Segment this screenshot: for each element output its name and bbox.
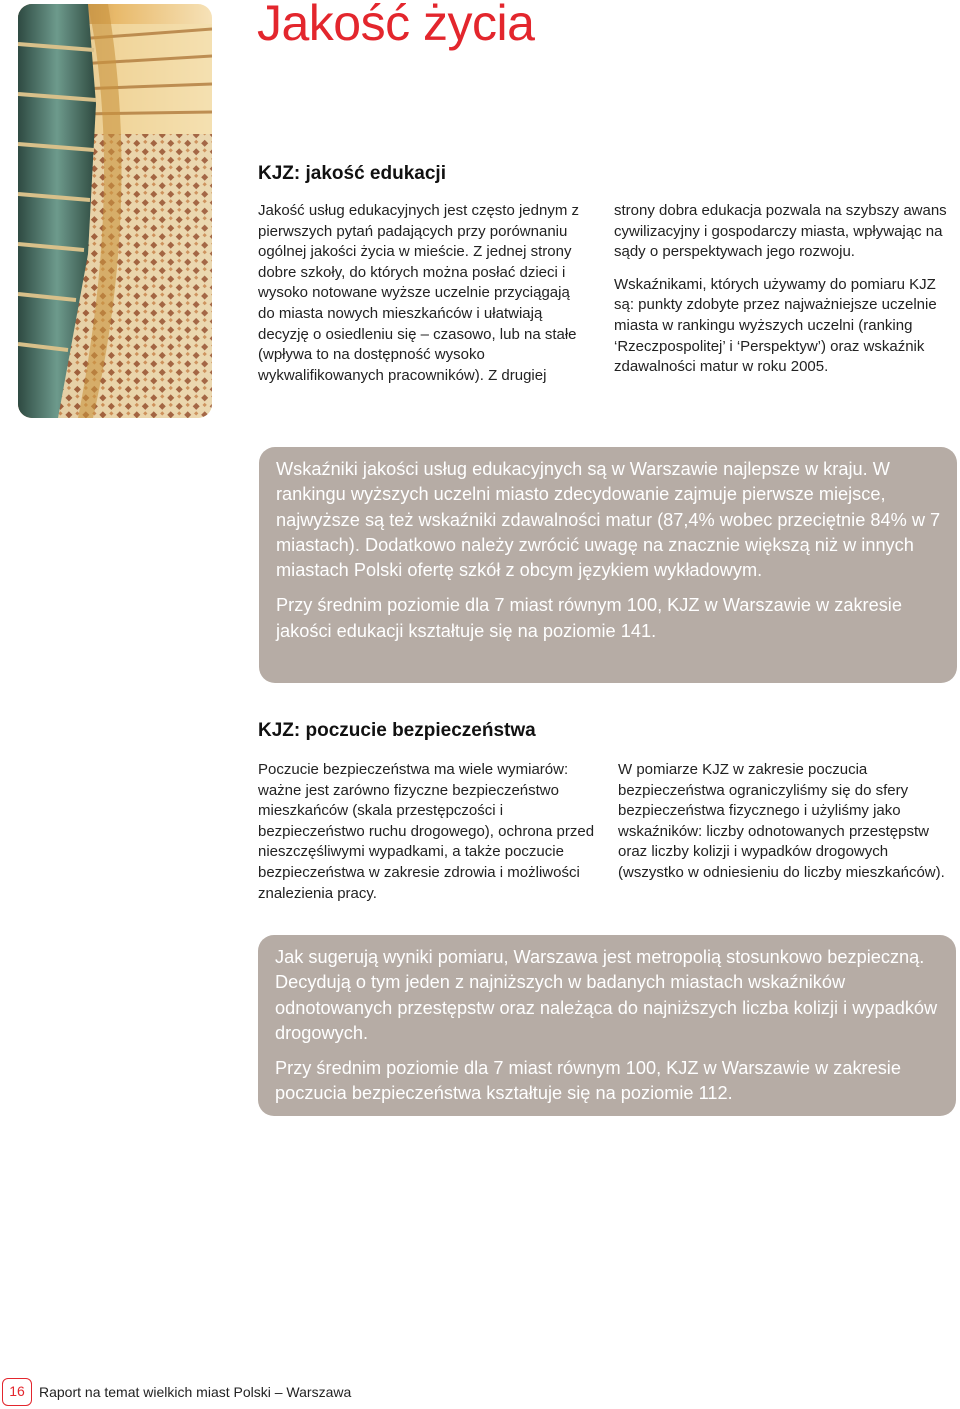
paragraph: W pomiarze KJZ w zakresie poczucia bezpieczeństwa ograniczyliśmy się do sfery bezpieczeństwa fizycznego i użyliśmy jako wskaźników: liczby odnotowanych przestępstw oraz liczby kolizji i wypadków drogowych (wszystko w odniesieniu do liczby mieszkańców). xyxy=(618,761,945,881)
page-number: 16 xyxy=(2,1378,32,1406)
paragraph: Poczucie bezpieczeństwa ma wiele wymiarów: ważne jest zarówno fizyczne bezpieczeństwo mieszkańców (skala przestępczości i bezpieczeństwo ruchu drogowego), ochrona przed nieszczęśliwymi wypadkami, a także poczucie bezpieczeństwa w zakresie zdrowia i możliwości znalezienia pracy. xyxy=(258,761,595,902)
callout-text: Przy średnim poziomie dla 7 miast równym 100, KJZ w Warszawie w zakresie poczucia bezpieczeństwa kształtuje się na poziomie 112. xyxy=(275,1058,901,1104)
paragraph: Jakość usług edukacyjnych jest często jednym z pierwszych pytań padających przy porównaniu ogólnej jakości życia w mieście. Z jednej strony dobre szkoły, do których można posłać dzieci i wysoko notowane wyższe uczelnie przyciągają do miasta nowych mieszkańców i ułatwiają decyzję o osiedleniu się – czasowo, lub na stałe (wpływa to na dostępność wysoko wykwalifikowanych pracowników). Z drugiej xyxy=(258,202,579,384)
paragraph: strony dobra edukacja pozwala na szybszy awans cywilizacyjny i gospodarczy miasta, wpływając na sądy o perspektywach jego rozwoju. xyxy=(614,202,947,261)
safety-heading: KJZ: poczucie bezpieczeństwa xyxy=(258,720,536,741)
callout-text: Jak sugerują wyniki pomiaru, Warszawa jest metropolią stosunkowo bezpieczną. Decydują o tym jeden z najniższych w badanych miastach wskaźników odnotowanych przestępstw oraz należąca do najniższych liczba kolizji i wypadków drogowych. xyxy=(275,947,938,1043)
safety-column-2 xyxy=(618,760,954,896)
footer xyxy=(0,1378,960,1408)
page-title: Jakość życia xyxy=(257,0,535,51)
footer-text: Raport na temat wielkich miast Polski – Warszawa xyxy=(39,1384,352,1400)
safety-callout xyxy=(258,935,956,1116)
education-heading: KJZ: jakość edukacji xyxy=(258,163,446,184)
safety-column-1 xyxy=(258,760,603,916)
education-column-1 xyxy=(258,201,588,398)
callout-text: Wskaźniki jakości usług edukacyjnych są w Warszawie najlepsze w kraju. W rankingu wyższych uczelni miasto zdecydowanie zajmuje pierwsze miejsce, najwyższe są też wskaźniki zdawalności matur (87,4% wobec przeciętnie 84% w 7 miastach). Dodatkowo należy zwrócić uwagę na znacznie większą niż w innych miastach Polski ofertę szkół z obcym językiem wykładowym. xyxy=(276,459,941,581)
paragraph: Wskaźnikami, których używamy do pomiaru KJZ są: punkty zdobyte przez najważniejsze uczelnie miasta w rankingu wyższych uczelni (ranking ‘Rzeczpospolitej’ i ‘Perspektyw’) oraz wskaźnik zdawalności matur w roku 2005. xyxy=(614,275,937,376)
callout-text: Przy średnim poziomie dla 7 miast równym 100, KJZ w Warszawie w zakresie jakości edukacji kształtuje się na poziomie 141. xyxy=(276,595,902,641)
education-column-2 xyxy=(614,201,954,390)
education-callout xyxy=(259,447,957,683)
mall-atrium-photo xyxy=(18,4,212,418)
